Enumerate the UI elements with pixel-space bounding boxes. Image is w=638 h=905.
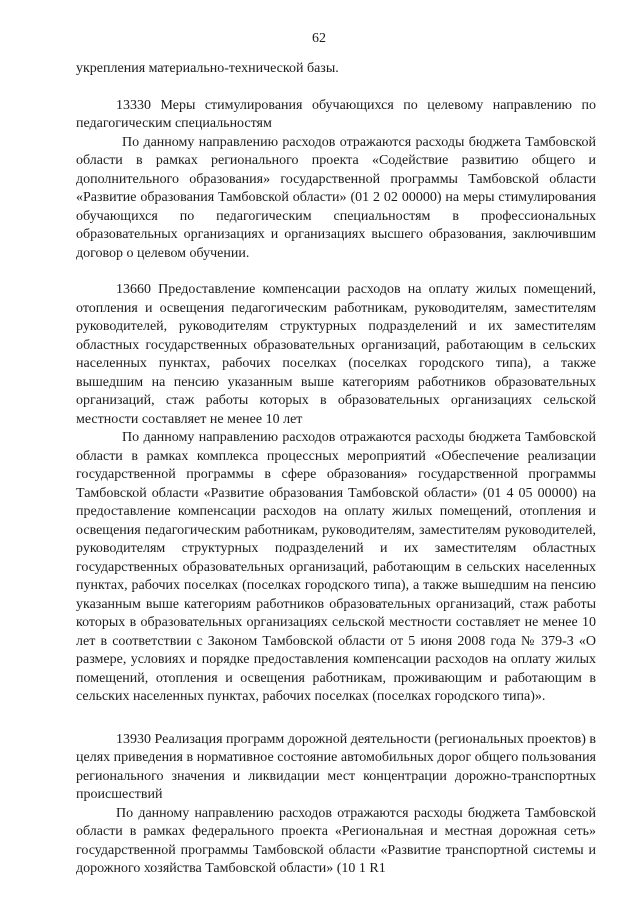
paragraph-13930-description: По данному направлению расходов отражаются расходы бюджета Тамбовской области в рамках федерального проекта «Региональная и местная дорожная сеть» государственной программы Тамбовской области «Развитие транспортной системы и дорожного хозяйства Тамбовской области» (10 1 R1 <box>76 805 596 876</box>
page-number: 62 <box>312 31 326 46</box>
section-heading-13330: 13330 Меры стимулирования обучающихся по целевому направлению по педагогическим специальностям <box>76 97 596 131</box>
section-heading-13660: 13660 Предоставление компенсации расходов на оплату жилых помещений, отопления и освещения педагогическим работникам, руководителям, заместителям руководителей, руководителям структурных подразделений и их заместителям областных государственных образовательных организаций, работающим в сельских населенных пунктах, рабочих поселках (поселках городского типа), а также вышедшим на пенсию указанным выше категориям работников образовательных организаций, стаж работы которых в образовательных организациях сельской местности составляет не менее 10 лет <box>76 282 596 427</box>
paragraph-continuation: укрепления материально-технической базы. <box>76 61 339 76</box>
document-body <box>76 60 596 879</box>
section-heading-13930: 13930 Реализация программ дорожной деятельности (региональных проектов) в целях приведения в нормативное состояние автомобильных дорог общего пользования регионального значения и ликвидации мест концентрации дорожно-транспортных происшествий <box>76 731 596 802</box>
paragraph-13660-description: По данному направлению расходов отражаются расходы бюджета Тамбовской области в рамках комплекса процессных мероприятий «Обеспечение реализации государственной программы в сфере образования» государственной программы Тамбовской области «Развитие образования Тамбовской области» (01 4 05 00000) на предоставление компенсации расходов на оплату жилых помещений, отопления и освещения педагогическим работникам, руководителям, заместителям руководителей, руководителям структурных подразделений и их заместителям областных государственных образовательных организаций, работающим в сельских населенных пунктах, рабочих поселках (поселках городского типа), а также вышедшим на пенсию указанным выше категориям работников образовательных организаций, стаж работы которых в образовательных организациях сельской местности составляет не менее 10 лет в соответствии с Законом Тамбовской области от 5 июня 2008 года № 379-З «О размере, условиях и порядке предоставления компенсации расходов на оплату жилых помещений, отопления и освещения работникам, проживающим и работающим в сельских населенных пунктах, рабочих поселках (поселках городского типа)». <box>76 430 596 704</box>
paragraph-13330-description: По данному направлению расходов отражаются расходы бюджета Тамбовской области в рамках регионального проекта «Содействие развитию общего и дополнительного образования» государственной программы Тамбовской области «Развитие образования Тамбовской области» (01 2 02 00000) на меры стимулирования обучающихся по педагогическим специальностям в профессиональных образовательных организациях и организациях высшего образования, заключившим договор о целевом обучении. <box>76 134 596 261</box>
